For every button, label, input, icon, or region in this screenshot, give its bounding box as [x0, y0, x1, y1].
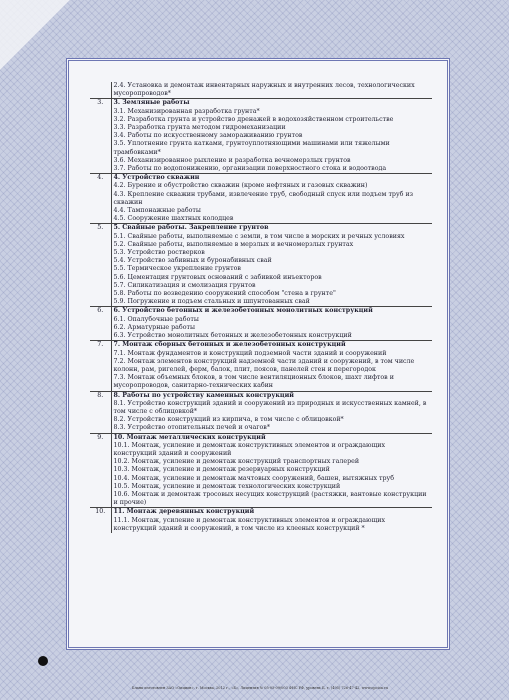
list-item: 3.3. Разработка грунта методом гидромеханизации [113, 124, 286, 132]
list-item: 5.4. Устройство забивных и буронабивных свай [113, 257, 272, 265]
section-content [111, 82, 432, 99]
section-number: 3. [90, 99, 111, 174]
printer-footer: Бланк изготовлен ЗАО «Опцион», г. Москва, 2012 г., «Б», Лицензия № 05-05-09/003 ФНС РФ, уровень Б, т. (495) 726-47-42, www.opcion.ru [131, 686, 389, 690]
list-item: 10.4. Монтаж, усиление и демонтаж мачтовых сооружений, башен, вытяжных труб [113, 474, 395, 482]
section-number: 6. [90, 307, 111, 341]
section-content [111, 433, 432, 508]
list-item: 6.3. Устройство монолитных бетонных и железобетонных конструкций [113, 332, 352, 340]
section-heading: 10. Монтаж металлических конструкций [113, 433, 266, 441]
list-item: 8.2. Устройство конструкций из кирпича, в том числе с облицовкой* [113, 416, 344, 424]
list-item: 7.2. Монтаж элементов конструкций надземной части зданий и сооружений, в том числе колонн, рам, ригелей, ферм, балок, плит, поясов, панелей стен и перегородок [113, 357, 415, 373]
list-item: 3.2. Разработка грунта и устройство дренажей в водохозяйственном строительстве [113, 115, 394, 123]
punch-hole [38, 656, 48, 666]
section-heading: 4. Устройство скважин [113, 174, 200, 182]
work-types-table [90, 82, 432, 533]
list-item: 6.1. Опалубочные работы [113, 315, 199, 323]
list-item: 2.4. Установка и демонтаж инвентарных наружных и внутренних лесов, технологических мусоропроводов* [113, 82, 415, 98]
list-item: 7.1. Монтаж фундаментов и конструкций подземной части зданий и сооружений [113, 349, 387, 357]
section-number: 9. [90, 433, 111, 508]
list-item: 7.3. Монтаж объемных блоков, в том числе вентиляционных блоков, шахт лифтов и мусоропроводов, санитарно-технических кабин [113, 374, 394, 390]
list-item: 10.2. Монтаж, усиление и демонтаж конструкций транспортных галерей [113, 458, 360, 466]
table-row [90, 307, 432, 341]
list-item: 4.2. Бурение и обустройство скважин (кроме нефтяных и газовых скважин) [113, 182, 368, 190]
table-row [90, 341, 432, 391]
list-item: 10.1. Монтаж, усиление и демонтаж конструктивных элементов и ограждающих конструкций зданий и сооружений [113, 441, 386, 457]
list-item: 8.3. Устройство отопительных печей и очагов* [113, 424, 271, 432]
section-heading: 7. Монтаж сборных бетонных и железобетонных конструкций [113, 341, 346, 349]
section-number: 4. [90, 174, 111, 224]
section-heading: 8. Работы по устройству каменных конструкций [113, 391, 294, 399]
table-row [90, 99, 432, 174]
list-item: 3.4. Работы по искусственному замораживанию грунтов [113, 132, 303, 140]
section-number: 7. [90, 341, 111, 391]
section-number: 10. [90, 508, 111, 533]
list-item: 5.1. Свайные работы, выполняемые с земли, в том числе в морских и речных условиях [113, 232, 405, 240]
list-item: 5.6. Цементация грунтовых оснований с забивкой инъекторов [113, 273, 322, 281]
section-number: 5. [90, 224, 111, 307]
list-item: 3.6. Механизированное рыхление и разработка вечномерзлых грунтов [113, 156, 351, 164]
list-item: 5.7. Силикатизация и смолизация грунтов [113, 281, 256, 289]
list-item: 5.2. Свайные работы, выполняемые в мерзлых и вечномерзлых грунтах [113, 240, 354, 248]
section-content [111, 174, 432, 224]
list-item: 5.3. Устройство ростверков [113, 249, 205, 257]
section-number [90, 82, 111, 99]
list-item: 3.7. Работы по водопонижению, организации поверхностного стока и водоотвода [113, 165, 387, 173]
section-content [111, 391, 432, 433]
table-row [90, 224, 432, 307]
section-heading: 5. Свайные работы. Закрепление грунтов [113, 224, 269, 232]
table-row [90, 508, 432, 533]
list-item: 5.8. Работы по возведению сооружений способом "стена в грунте" [113, 290, 336, 298]
list-item: 5.9. Погружение и подъем стальных и шпунтованных свай [113, 298, 310, 306]
section-content [111, 508, 432, 533]
list-item: 10.5. Монтаж, усиление и демонтаж технологических конструкций [113, 482, 341, 490]
list-item: 10.3. Монтаж, усиление и демонтаж резервуарных конструкций [113, 466, 330, 474]
section-heading: 3. Земляные работы [113, 99, 190, 107]
table-row [90, 82, 432, 99]
folded-corner [0, 0, 70, 70]
list-item: 10.6. Монтаж и демонтаж тросовых несущих конструкций (растяжки, вантовые конструкции и прочие) [113, 490, 427, 507]
list-item: 6.2. Арматурные работы [113, 323, 195, 331]
section-number: 8. [90, 391, 111, 433]
table-row [90, 174, 432, 224]
table-row [90, 433, 432, 508]
table-row [90, 391, 432, 433]
list-item: 4.4. Тампонажные работы [113, 207, 201, 215]
section-content [111, 307, 432, 341]
section-content [111, 341, 432, 391]
list-item: 4.5. Сооружение шахтных колодцев [113, 215, 234, 223]
list-item: 3.1. Механизированная разработка грунта* [113, 107, 260, 115]
section-heading: 11. Монтаж деревянных конструкций [113, 508, 255, 516]
section-content [111, 224, 432, 307]
list-item: 11.1. Монтаж, усиление и демонтаж конструктивных элементов и ограждающих конструкций зданий и сооружений, в том числе из клееных конструкций * [113, 516, 386, 532]
list-item: 3.5. Уплотнение грунта катками, грунтоуплотняющими машинами или тяжелыми трамбовками* [113, 140, 390, 156]
section-heading: 6. Устройство бетонных и железобетонных монолитных конструкций [113, 307, 373, 315]
section-content [111, 99, 432, 174]
list-item: 8.1. Устройство конструкций зданий и сооружений из природных и искусственных камней, в том числе с облицовкой* [113, 399, 427, 415]
list-item: 4.3. Крепление скважин трубами, извлечение труб, свободный спуск или подъем труб из скважин [113, 190, 414, 206]
list-item: 5.5. Термическое укрепление грунтов [113, 265, 241, 273]
